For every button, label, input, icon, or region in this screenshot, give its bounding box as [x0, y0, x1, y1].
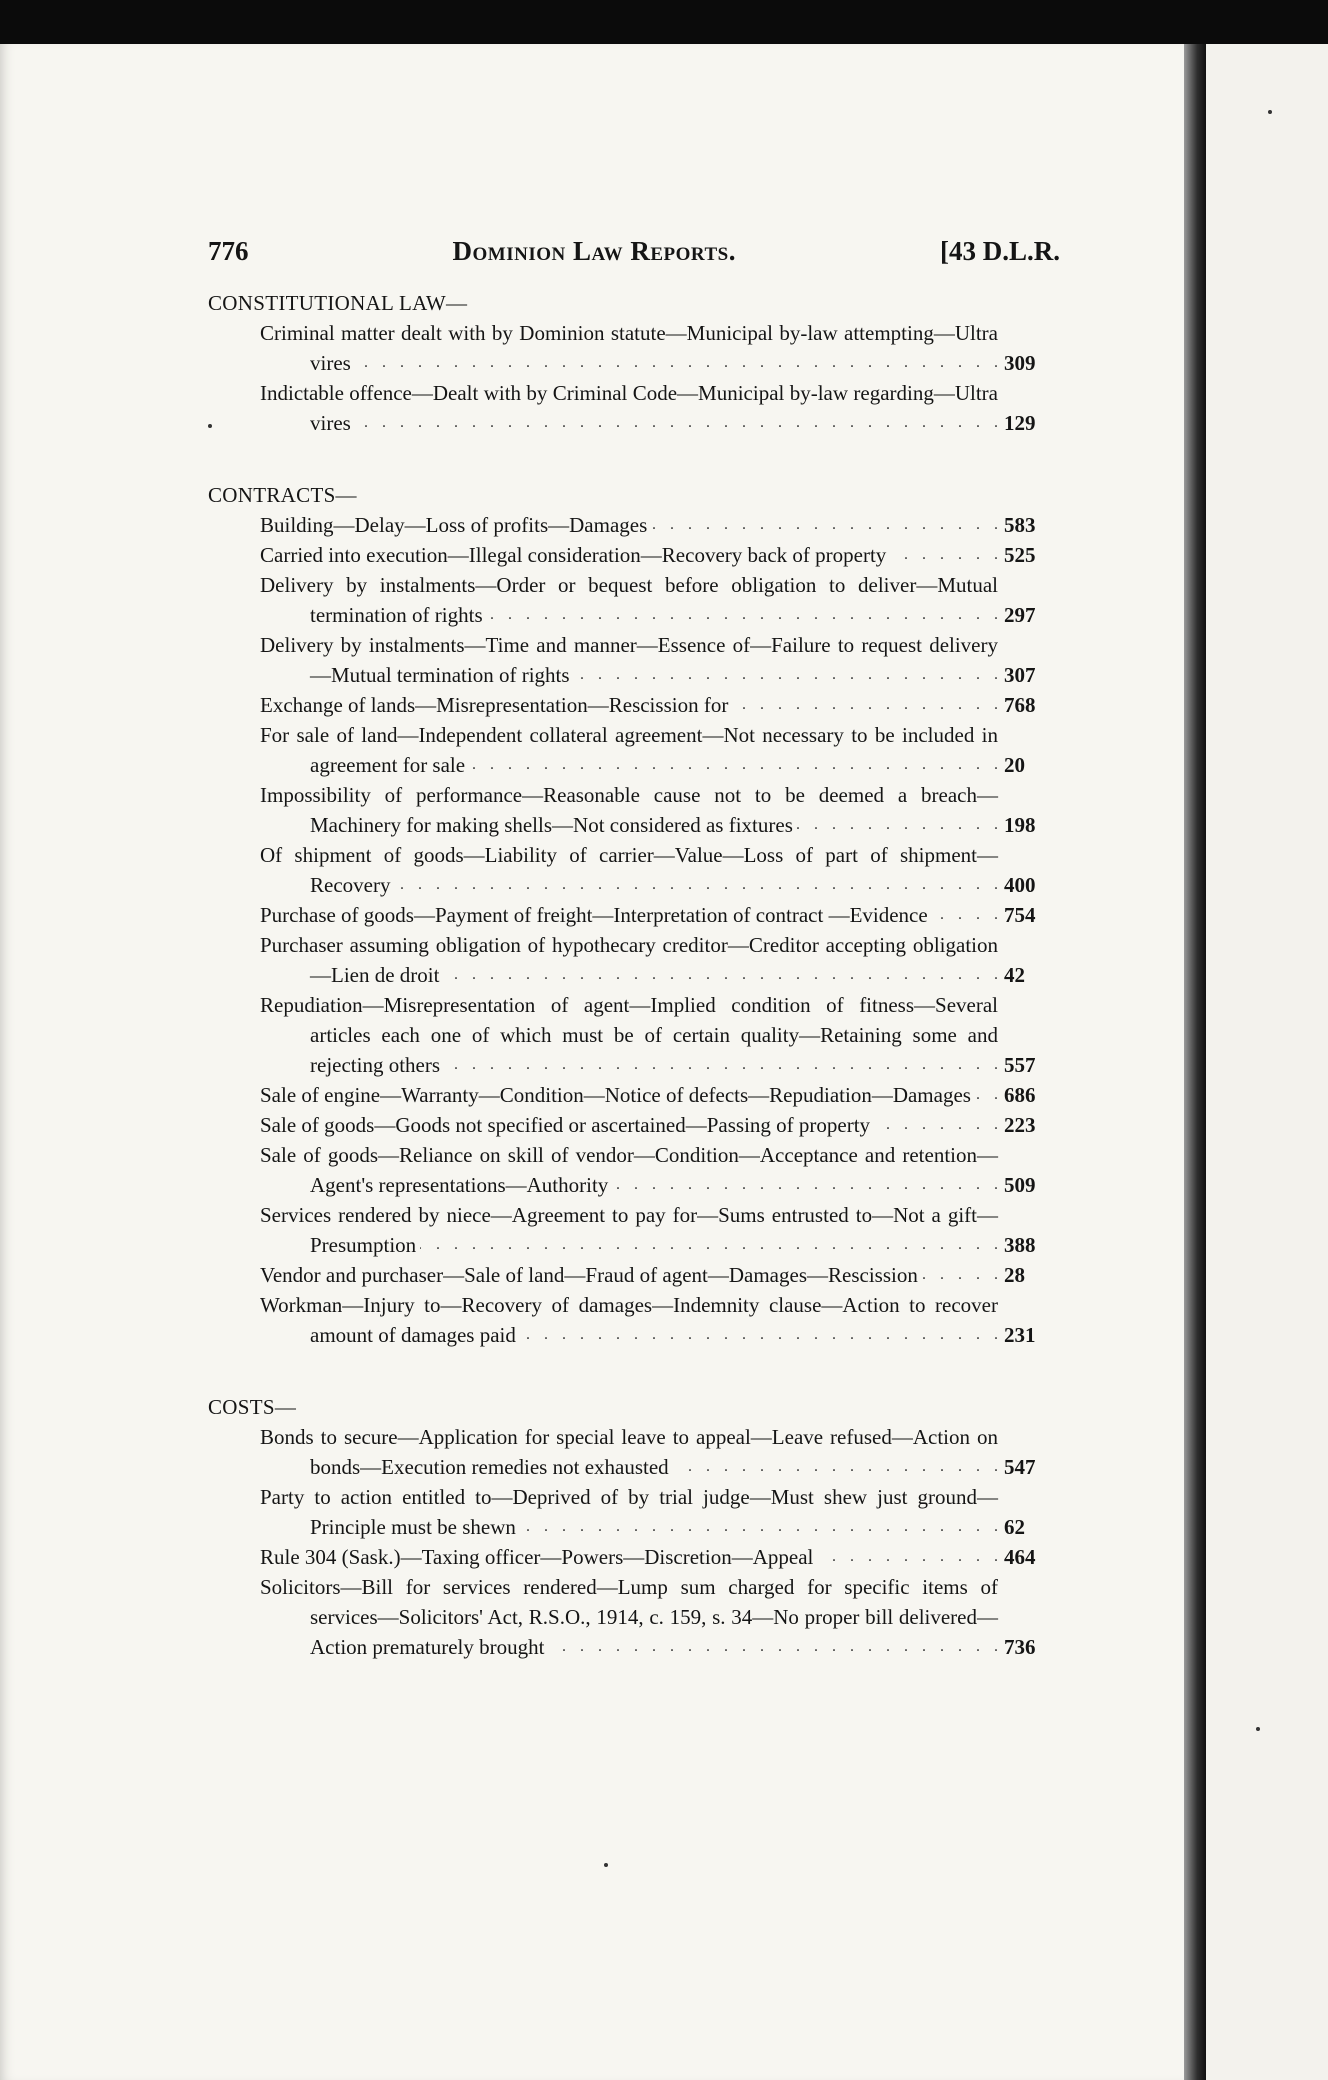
index-entry: [208, 1110, 1060, 1140]
index-section: [208, 288, 1060, 438]
index-entry: [208, 1542, 1060, 1572]
scan-speck: [604, 1863, 608, 1867]
entry-text: Carried into execution—Illegal consideration—Recovery back of property: [260, 543, 890, 567]
entry-text: Workman—Injury to—Recovery of damages—Indemnity clause—Action to recover amount of damages paid: [260, 1293, 998, 1347]
entry-page-number: 400: [1004, 873, 1036, 897]
entry-text: Party to action entitled to—Deprived of by trial judge—Must shew just ground—Principle must be shewn: [260, 1485, 998, 1539]
index-entry: [208, 1260, 1060, 1290]
entry-page-number: 464: [1004, 1545, 1036, 1569]
entry-text: Sale of engine—Warranty—Condition—Notice of defects—Repudiation—Damages: [260, 1083, 975, 1107]
index-entry: [208, 1482, 1060, 1542]
entry-text: Delivery by instalments—Time and manner—Essence of—Failure to request delivery—Mutual termination of rights: [260, 633, 998, 687]
entry-text: Indictable offence—Dealt with by Criminal Code—Municipal by-law regarding—Ultra vires: [260, 381, 998, 435]
entry-page-number: 557: [1004, 1053, 1036, 1077]
page-header: [208, 236, 1060, 288]
entry-page-number: 307: [1004, 663, 1036, 687]
entry-page-number: 736: [1004, 1635, 1036, 1659]
section-heading: CONTRACTS—: [208, 483, 357, 507]
entry-page-number: 129: [1004, 411, 1036, 435]
index-sections: [208, 288, 1060, 1662]
index-entry: [208, 720, 1060, 780]
entry-page-number: 583: [1004, 513, 1036, 537]
scan-speck: [1268, 110, 1272, 114]
entry-page-number: 20: [1004, 753, 1025, 777]
entry-text: Solicitors—Bill for services rendered—Lump sum charged for specific items of services—Solicitors' Act, R.S.O., 1914, c. 159, s. 34—No proper bill delivered—Action prematurely brought: [260, 1575, 998, 1659]
adjacent-page-edge: [1206, 44, 1328, 2080]
entry-text: Impossibility of performance—Reasonable cause not to be deemed a breach—Machinery for making shells—Not considered as fixtures: [260, 783, 998, 837]
entry-text: Delivery by instalments—Order or bequest before obligation to deliver—Mutual termination of rights: [260, 573, 998, 627]
index-entry: [208, 930, 1060, 990]
index-entry: [208, 1572, 1060, 1662]
index-entry: [208, 1140, 1060, 1200]
entry-text: Sale of goods—Reliance on skill of vendor—Condition—Acceptance and retention—Agent's representations—Authority: [260, 1143, 998, 1197]
entry-page-number: 297: [1004, 603, 1036, 627]
section-heading: CONSTITUTIONAL LAW—: [208, 291, 468, 315]
entry-page-number: 768: [1004, 693, 1036, 717]
entry-text: For sale of land—Independent collateral agreement—Not necessary to be included in agreement for sale: [260, 723, 998, 777]
entry-text: Bonds to secure—Application for special leave to appeal—Leave refused—Action on bonds—Execution remedies not exhausted: [260, 1425, 998, 1479]
index-page-content: [208, 236, 1060, 1662]
entry-page-number: 42: [1004, 963, 1025, 987]
index-entry: [208, 378, 1060, 438]
entry-page-number: 198: [1004, 813, 1036, 837]
entry-text: Purchaser assuming obligation of hypothecary creditor—Creditor accepting obligation—Lien de droit: [260, 933, 998, 987]
index-section: [208, 1392, 1060, 1662]
index-entry: [208, 510, 1060, 540]
entry-text: Repudiation—Misrepresentation of agent—Implied condition of fitness—Several articles each one of which must be of certain quality—Retaining some and rejecting others: [260, 993, 998, 1077]
entry-text: Criminal matter dealt with by Dominion statute—Municipal by-law attempting—Ultra vires: [260, 321, 998, 375]
entry-text: Sale of goods—Goods not specified or ascertained—Passing of property: [260, 1113, 874, 1137]
index-entry: [208, 780, 1060, 840]
entry-text: Purchase of goods—Payment of freight—Interpretation of contract —Evidence: [260, 903, 932, 927]
index-entry: [208, 1080, 1060, 1110]
leader-dots: [310, 408, 998, 438]
index-entry: [208, 990, 1060, 1080]
index-entry: [208, 900, 1060, 930]
index-entry: [208, 318, 1060, 378]
section-heading: COSTS—: [208, 1395, 297, 1419]
entry-page-number: 223: [1004, 1113, 1036, 1137]
index-entry: [208, 630, 1060, 690]
index-entry: [208, 570, 1060, 630]
entry-page-number: 525: [1004, 543, 1036, 567]
entry-page-number: 309: [1004, 351, 1036, 375]
scan-speck: [1256, 1727, 1260, 1731]
index-entry: [208, 690, 1060, 720]
entry-page-number: 231: [1004, 1323, 1036, 1347]
leader-dots: [310, 348, 998, 378]
entry-page-number: 62: [1004, 1515, 1025, 1539]
entry-text: Exchange of lands—Misrepresentation—Rescission for: [260, 693, 732, 717]
index-section: [208, 480, 1060, 1350]
scan-top-border: [0, 0, 1328, 48]
entry-text: Vendor and purchaser—Sale of land—Fraud of agent—Damages—Rescission: [260, 1263, 922, 1287]
page-number: 776: [208, 236, 249, 266]
entry-page-number: 388: [1004, 1233, 1036, 1257]
index-entry: [208, 1290, 1060, 1350]
entry-page-number: 547: [1004, 1455, 1036, 1479]
leader-dots: [310, 870, 998, 900]
entry-page-number: 754: [1004, 903, 1036, 927]
entry-text: Services rendered by niece—Agreement to pay for—Sums entrusted to—Not a gift—Presumption: [260, 1203, 998, 1257]
index-entry: [208, 840, 1060, 900]
index-entry: [208, 540, 1060, 570]
entry-text: Building—Delay—Loss of profits—Damages: [260, 513, 651, 537]
index-entry: [208, 1422, 1060, 1482]
volume-ref: [43 D.L.R.: [939, 236, 1060, 266]
entry-text: Of shipment of goods—Liability of carrier—Value—Loss of part of shipment—Recovery: [260, 843, 998, 897]
index-entry: [208, 1200, 1060, 1260]
book-gutter: [1184, 44, 1206, 2080]
entry-page-number: 28: [1004, 1263, 1025, 1287]
entry-page-number: 686: [1004, 1083, 1036, 1107]
entry-page-number: 509: [1004, 1173, 1036, 1197]
entry-text: Rule 304 (Sask.)—Taxing officer—Powers—Discretion—Appeal: [260, 1545, 817, 1569]
page-title: Dominion Law Reports.: [452, 236, 736, 266]
